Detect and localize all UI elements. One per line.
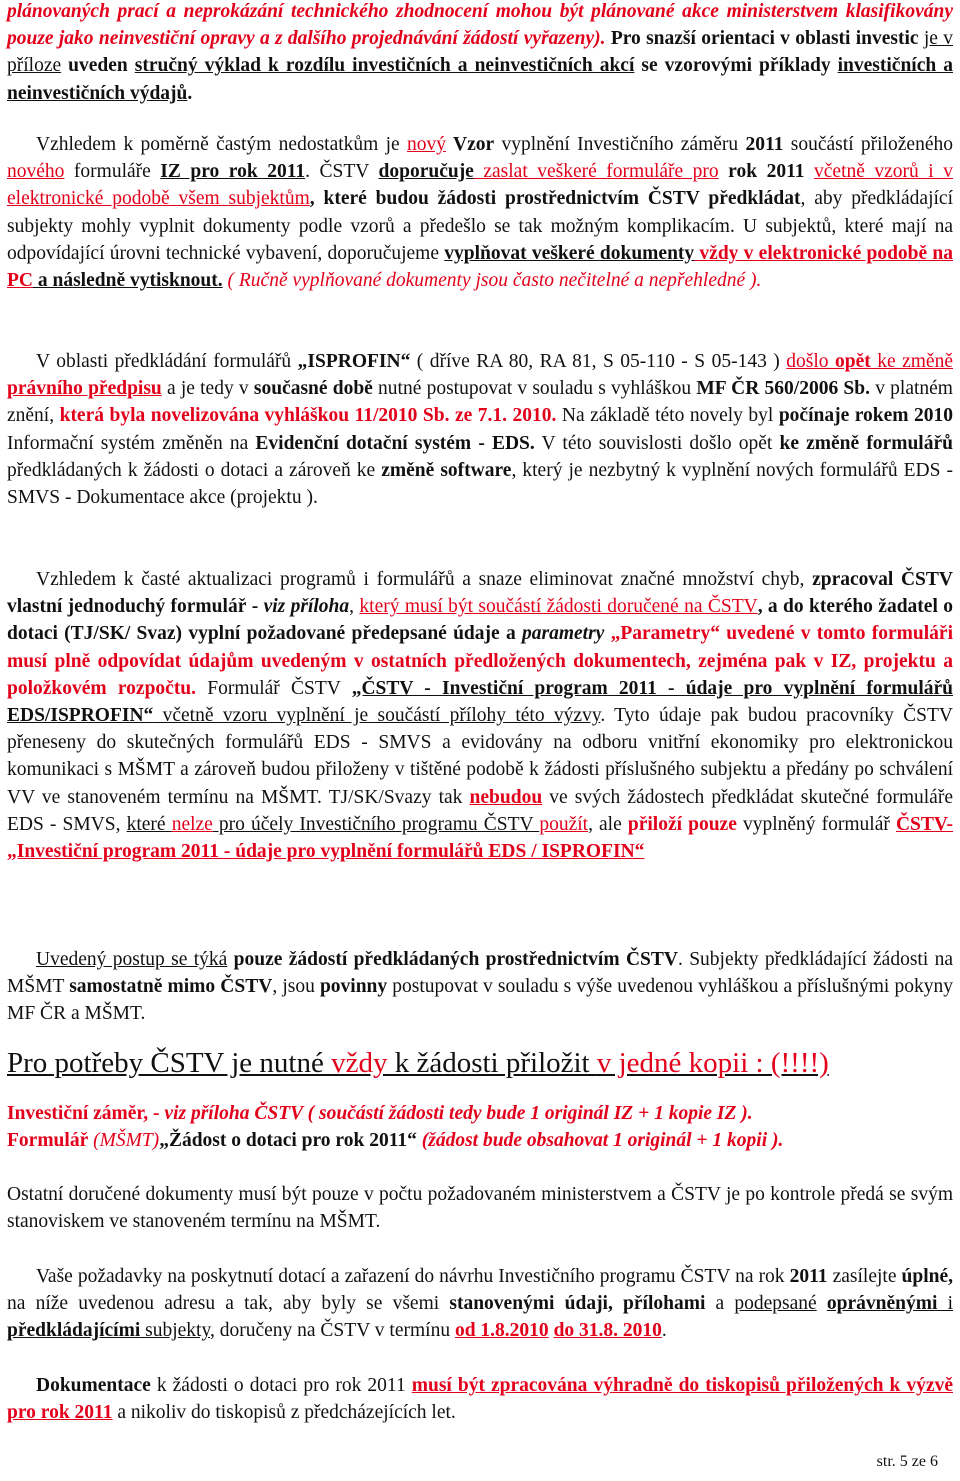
text: Formulář ČSTV [196, 677, 352, 699]
text: zpracoval ČSTV vlastní jednoduchý formulář - [7, 569, 953, 618]
text: U subjektů, které mají na odpovídající úrovni technické vybavení, doporučujeme [7, 215, 953, 264]
text: rok 2011 [718, 161, 815, 183]
text: se vzorovými příklady [634, 55, 838, 77]
text: Formulář [7, 1130, 89, 1152]
text: Evidenční dotační systém - EDS. [255, 432, 535, 454]
text: parametry [521, 623, 605, 645]
text: ( Ručně vyplňované dokumenty jsou často nečitelné a nepřehledné ). [222, 270, 762, 292]
text: vyplňovat veškeré dokumenty [444, 242, 695, 264]
text: zasílejte [827, 1266, 902, 1287]
text: Uvedený postup se týká [36, 949, 228, 970]
text: Na základě této novely byl [556, 405, 779, 427]
text: použít [539, 813, 589, 835]
paragraph-form-recommendation [7, 131, 953, 294]
text: a je tedy v [161, 378, 254, 400]
text: podepsané [734, 1293, 817, 1315]
text: , aby předkládající subjekty mohly vyplnit dokumenty podle vzorů a předešlo se tak možným komplikacím. [7, 188, 953, 237]
text: Ostatní doručené dokumenty musí být pouze v počtu požadovaném ministerstvem a ČSTV je po kontrole předá se svým stanoviskem ve stanoveném termínu na MŠMT. [7, 1184, 953, 1233]
text: došlo [786, 351, 835, 372]
text: , a do kterého žadatel o dotaci (TJ/SK/ Svaz) vyplní požadované předepsané údaje a [7, 596, 953, 645]
text: musí plně odpovídat údajům uvedeným v ostatních předložených dokumentech, zejména pak v IZ, projektu a položkovém rozpočtu. [7, 650, 953, 699]
text: k žádosti přiložit [387, 1047, 597, 1079]
text: i [937, 1293, 954, 1315]
text: nutné postupovat v souladu s vyhláškou [372, 378, 697, 400]
text [817, 1293, 827, 1314]
paragraph-documentation [7, 1372, 953, 1426]
text: Investiční záměr, - [7, 1103, 165, 1124]
text: Vzhledem k časté aktualizaci programů i formulářů a snaze eliminovat značné množství chyb, [36, 569, 813, 590]
text: formuláře [64, 161, 161, 183]
text: ke změně [870, 351, 953, 372]
text: oprávněnými [826, 1293, 938, 1315]
text: vždy v elektronické podobě na PC [7, 242, 954, 292]
text: uveden [61, 55, 135, 77]
text: počínaje rokem 2010 [778, 405, 953, 427]
text: „ČSTV - Investiční program 2011 - údaje pro vyplnění formulářů EDS/ISPROFIN“ [7, 677, 953, 727]
text: změně software [381, 459, 512, 481]
text: včetně vzoru vyplnění je součástí přílohy této výzvy [153, 705, 601, 727]
text: musí být zpracována výhradně do tiskopisů přiložených k výzvě pro rok 2011 [7, 1375, 953, 1424]
text: pouze žádostí předkládaných prostřednictvím ČSTV [227, 949, 678, 970]
text: do 31.8. 2010 [553, 1320, 662, 1342]
text: Pro potřeby ČSTV je nutné [7, 1047, 332, 1079]
text: právního předpisu [7, 378, 162, 400]
text: ( dříve RA 80, RA 81, S 05-110 - S 05-143 ) [410, 351, 787, 372]
text: doporučuje [378, 161, 474, 183]
text: a následně vytisknout. [33, 270, 223, 292]
text: současné době [253, 378, 373, 400]
text: stručný výklad k rozdílu investičních a neinvestičních akcí [134, 55, 635, 77]
text: investičních a neinvestičních výdajů [7, 55, 953, 104]
text: Vzor [446, 134, 495, 155]
text: a nikoliv do tiskopisů z předcházejících let. [112, 1402, 456, 1424]
text: součástí přiloženého [783, 134, 953, 155]
text: Vzhledem k poměrně častým nedostatkům je [36, 134, 408, 155]
text: úplné, [901, 1266, 953, 1287]
text: stanovenými údaji, přílohami [449, 1293, 706, 1315]
text: Pro snazší orientaci v oblasti investic [605, 28, 924, 50]
text: který musí být součástí žádosti doručené na ČSTV [359, 596, 758, 618]
text: , [349, 596, 360, 618]
text: , ale [588, 813, 628, 835]
text: V oblasti předkládání formulářů [36, 351, 298, 372]
text: . [187, 82, 193, 104]
text: 2011 [789, 1266, 828, 1287]
text: 2011 [745, 134, 784, 155]
text: MF ČR 560/2006 Sb. [696, 378, 870, 400]
text: , jsou [272, 976, 320, 998]
text: Vaše požadavky na poskytnutí dotací a zařazení do návrhu Investičního programu ČSTV na rok [36, 1266, 790, 1287]
text: postupovat v souladu s výše uvedenou vyhláškou a příslušnými pokyny MF ČR a MŠMT. [7, 976, 953, 1025]
text: ve svých žádostech předkládat skutečné formuláře EDS - SMVS, [7, 786, 953, 835]
text: IZ pro rok 2011 [160, 161, 306, 183]
text: zaslat veškeré formuláře pro [473, 161, 719, 183]
text: . Tyto údaje pak budou pracovníky ČSTV přeneseny do skutečných formulářů EDS - SMVS a evidovány na odboru vnitřní ekonomiky pro elektronickou komunikaci s MŠMT a zároveň budou přiloženy v tištěné podobě k žádosti příslušného subjektu a předány po schválení VV ve stanoveném termínu na MŠMT. TJ/SK/Svazy tak [7, 705, 953, 808]
text: která byla novelizována vyhláškou 11/2010 Sb. ze 7.1. 2010. [59, 405, 557, 427]
text: , který je nezbytný k vyplnění nových formulářů EDS - SMVS - Dokumentace akce (projektu ). [7, 459, 954, 509]
paragraph-submission-terms [7, 1263, 953, 1345]
text: k žádosti o dotaci pro rok 2011 [150, 1375, 412, 1396]
text: na níže uvedenou adresu a tak, aby byly se všemi [7, 1293, 450, 1315]
text: „Parametry“ uvedené v tomto formuláři [604, 623, 953, 645]
text: „ISPROFIN“ [297, 351, 411, 372]
text: opět [835, 351, 871, 372]
text: viz příloha ČSTV [164, 1103, 303, 1124]
text: nebudou [469, 786, 543, 808]
text: v platném znění, [7, 378, 953, 427]
text: vyplněný formulář [736, 813, 896, 835]
text: v jedné kopii : (!!!!) [596, 1047, 829, 1079]
text: samostatně mimo ČSTV [69, 976, 273, 998]
page-number: str. 5 ze 6 [876, 1453, 938, 1470]
text: , doručeny na ČSTV v termínu [209, 1320, 455, 1342]
text: Dokumentace [36, 1375, 151, 1396]
text: Informační systém změněn na [7, 432, 256, 454]
text: V této souvislosti došlo opět [534, 432, 780, 454]
text: které [126, 813, 172, 835]
text: předkládajícími [7, 1320, 141, 1342]
text: viz příloha [263, 596, 350, 618]
text: a [705, 1293, 735, 1315]
text: . ČSTV [305, 161, 379, 183]
text: . [661, 1320, 667, 1342]
text: vždy [331, 1047, 388, 1079]
text: vyplnění Investičního záměru [494, 134, 746, 155]
text: ( součástí žádosti tedy bude 1 originál IZ + 1 kopie IZ ). [302, 1103, 753, 1124]
text: . Subjekty předkládající žádosti na MŠMT [7, 949, 954, 998]
heading-required-copies [7, 1046, 953, 1080]
text: nelze [171, 813, 213, 835]
text: ke změně formulářů [779, 432, 953, 454]
text: (MŠMT) [88, 1130, 160, 1152]
paragraph-other-documents [7, 1181, 953, 1235]
paragraph-investment-orientation [7, 0, 953, 107]
paragraph-cstv-form [7, 566, 953, 865]
text: přiloží pouze [627, 813, 737, 835]
text: plánovaných prací a neprokázání technického zhodnocení mohou být plánované akce ministerstvem klasifikovány pouze jako neinvestiční opravy a z dalšího projednávání žádostí vyřazeny). [7, 1, 953, 50]
text: ČSTV- „Investiční program 2011 - údaje pro vyplnění formulářů EDS / ISPROFIN“ [7, 813, 954, 863]
text: „Žádost o dotaci pro rok 2011“ [159, 1130, 417, 1152]
text: povinny [319, 976, 388, 998]
text: , které budou žádosti prostřednictvím ČSTV předkládat [309, 188, 801, 210]
paragraph-procedure-scope [7, 946, 953, 1028]
text: nového [7, 161, 65, 183]
text: nový [407, 134, 447, 155]
text: od 1.8.2010 [454, 1320, 549, 1342]
paragraph-isprofin [7, 348, 953, 511]
paragraph-required-items [7, 1100, 953, 1154]
text: (žádost bude obsahovat 1 originál + 1 kopii ). [416, 1130, 784, 1152]
text: subjekty [140, 1320, 210, 1342]
text: předkládaných k žádosti o dotaci a zároveň ke [7, 459, 382, 481]
text: pro účely Investičního programu ČSTV [212, 813, 540, 835]
text: včetně vzorů i v elektronické podobě všem subjektům [7, 161, 953, 210]
text: je v příloze [7, 28, 953, 77]
